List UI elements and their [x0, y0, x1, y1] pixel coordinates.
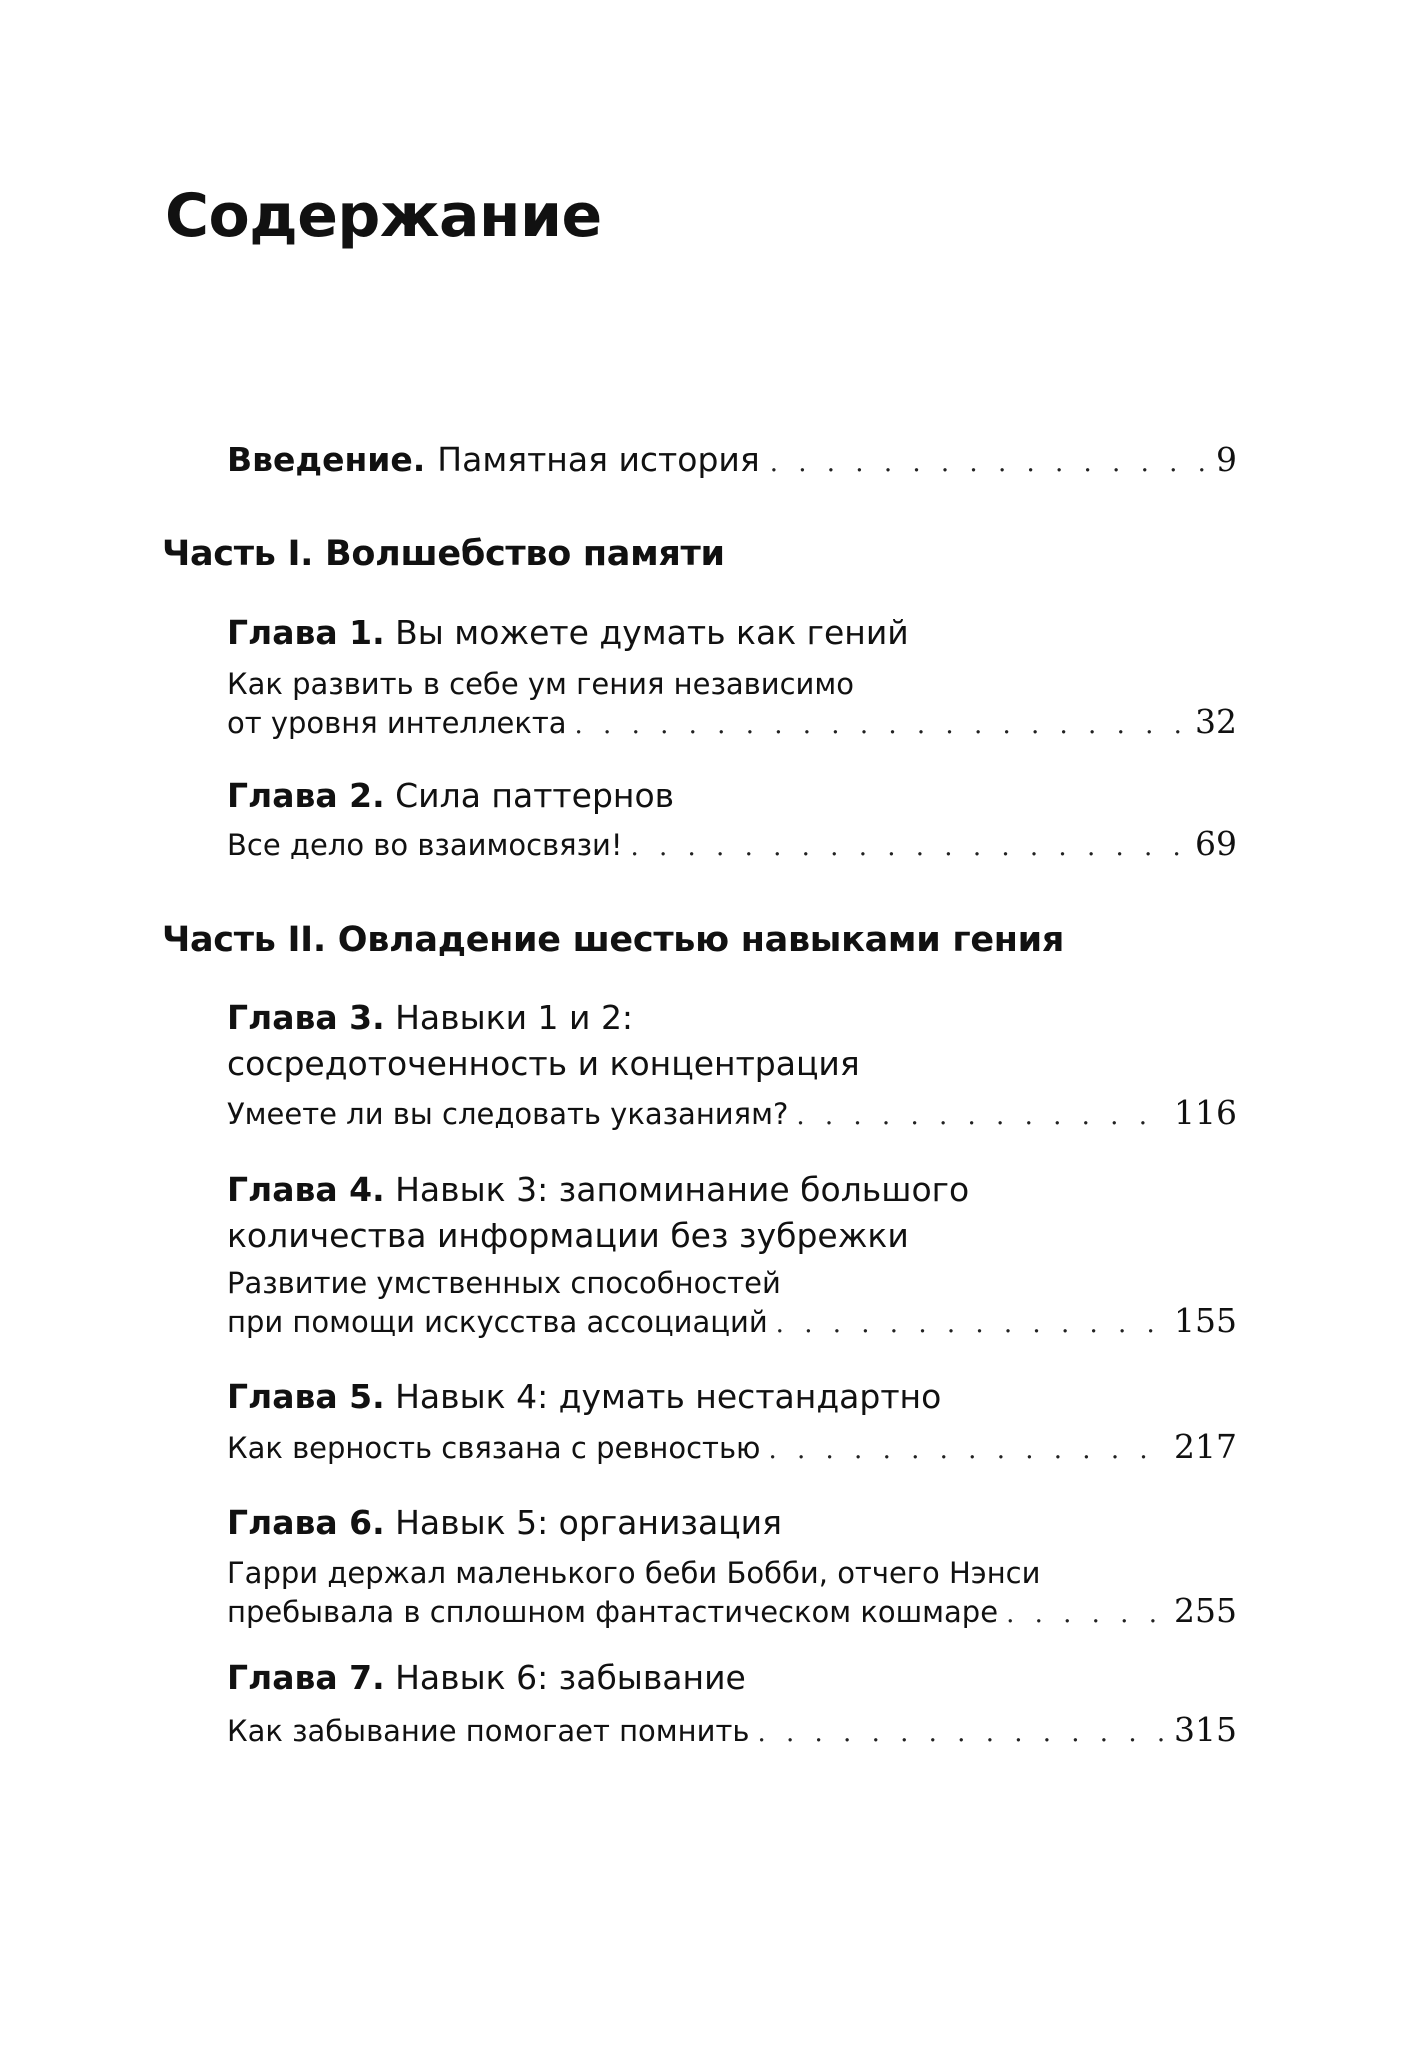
dot-leader: [630, 828, 1189, 866]
dot-leader: [757, 1714, 1168, 1752]
page-number: 116: [1174, 1093, 1237, 1132]
chapter-title-line2: сосредоточенность и концентрация: [227, 1044, 860, 1083]
chapter-heading-1[interactable]: [227, 610, 909, 656]
subtitle-line: от уровня интеллекта: [227, 706, 567, 740]
page-number: 155: [1174, 1301, 1237, 1340]
chapter-subtitle-4[interactable]: [227, 1264, 1237, 1343]
dot-leader: [1006, 1595, 1168, 1633]
subtitle-line: Как развить в себе ум гения независимо: [227, 667, 855, 701]
chapter-title: Навык 5: организация: [395, 1503, 782, 1542]
chapter-label: Глава 2.: [227, 776, 385, 815]
subtitle-line: Гарри держал маленького беби Бобби, отчего Нэнси: [227, 1556, 1041, 1590]
page-number: 69: [1195, 824, 1237, 863]
chapter-label: Глава 5.: [227, 1377, 385, 1416]
toc-entry-intro[interactable]: [227, 440, 1237, 479]
dot-leader: [796, 1097, 1168, 1135]
chapter-label: Глава 7.: [227, 1658, 385, 1697]
page-number: 9: [1216, 440, 1237, 479]
chapter-title: Навык 6: забывание: [395, 1658, 746, 1697]
chapter-subtitle-6[interactable]: [227, 1554, 1237, 1633]
dot-leader: [575, 706, 1189, 744]
page-number: 32: [1195, 702, 1237, 741]
chapter-label: Глава 6.: [227, 1503, 385, 1542]
chapter-title-line2: количества информации без зубрежки: [227, 1216, 909, 1255]
chapter-title: Навык 4: думать нестандартно: [395, 1377, 942, 1416]
chapter-title: Сила паттернов: [395, 776, 675, 815]
dot-leader: [770, 450, 1210, 476]
subtitle-line: при помощи искусства ассоциаций: [227, 1305, 768, 1339]
chapter-heading-2[interactable]: [227, 773, 674, 819]
page-number: 315: [1174, 1710, 1237, 1749]
chapter-heading-4[interactable]: [227, 1167, 969, 1259]
chapter-subtitle-3[interactable]: [227, 1094, 1237, 1135]
chapter-label: Глава 4.: [227, 1170, 385, 1209]
chapter-title: Навык 3: запоминание большого: [395, 1170, 970, 1209]
subtitle-line: Умеете ли вы следовать указаниям?: [227, 1097, 789, 1131]
page-title: Содержание: [165, 181, 602, 251]
chapter-subtitle-5[interactable]: [227, 1428, 1237, 1469]
chapter-heading-5[interactable]: [227, 1374, 941, 1420]
chapter-title: Вы можете думать как гений: [395, 613, 909, 652]
chapter-label: Глава 1.: [227, 613, 385, 652]
chapter-subtitle-1[interactable]: [227, 665, 1237, 744]
subtitle-line: Все дело во взаимосвязи!: [227, 828, 623, 862]
chapter-heading-6[interactable]: [227, 1500, 782, 1546]
subtitle-line: Как верность связана с ревностью: [227, 1431, 761, 1465]
chapter-subtitle-7[interactable]: [227, 1711, 1237, 1752]
dot-leader: [776, 1305, 1168, 1343]
chapter-subtitle-2[interactable]: [227, 825, 1237, 866]
page-number: 255: [1174, 1591, 1237, 1630]
intro-label: Введение.: [227, 440, 426, 479]
chapter-heading-3[interactable]: [227, 995, 860, 1087]
chapter-title: Навыки 1 и 2:: [395, 998, 634, 1037]
part-heading-2: Часть II. Овладение шестью навыками гения: [162, 920, 1065, 960]
subtitle-line: Развитие умственных способностей: [227, 1266, 781, 1300]
subtitle-line: Как забывание помогает помнить: [227, 1714, 750, 1748]
part-heading-1: Часть I. Волшебство памяти: [162, 534, 725, 574]
chapter-label: Глава 3.: [227, 998, 385, 1037]
page-number: 217: [1174, 1427, 1237, 1466]
dot-leader: [768, 1431, 1168, 1469]
chapter-heading-7[interactable]: [227, 1655, 746, 1701]
subtitle-line: пребывала в сплошном фантастическом кошмаре: [227, 1595, 999, 1629]
intro-text: Памятная история: [437, 440, 760, 479]
